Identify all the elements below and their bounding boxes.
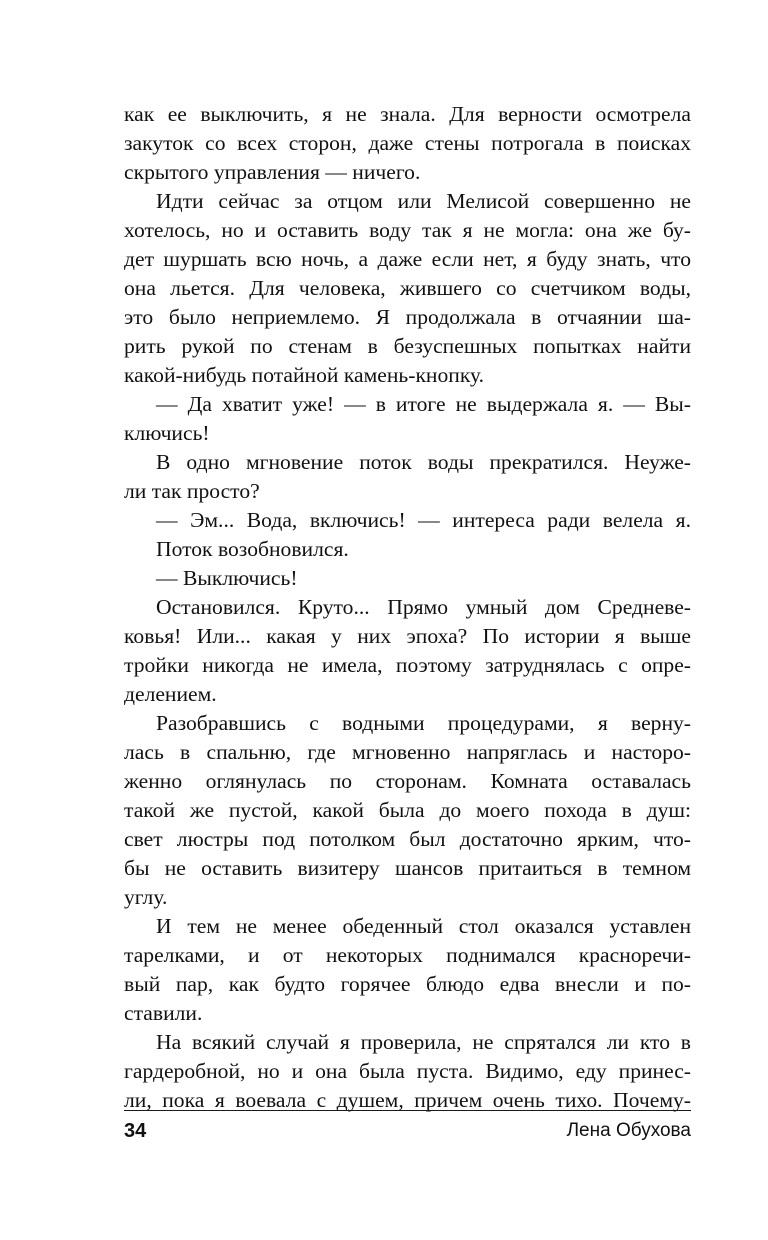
text-line: дет шуршать всю ночь, а даже если нет, я буду знать, что (124, 247, 691, 271)
text-line: хотелось, но и оставить воду так я не могла: она же бу- (124, 218, 691, 242)
text-line: ключись! (124, 421, 210, 445)
text-line: ли так просто? (124, 479, 260, 503)
text-line: какой-нибудь потайной камень-кнопку. (124, 363, 485, 387)
text-line: делением. (124, 682, 217, 706)
text-line: бы не оставить визитеру шансов притаиться в темном (124, 856, 691, 880)
text-line: лась в спальню, где мгновенно напряглась и насторо- (124, 740, 691, 764)
text-line: скрытого управления — ничего. (124, 160, 421, 184)
text-line: — Да хватит уже! — в итоге не выдержала я. — Вы- (156, 392, 691, 416)
text-line: тарелками, и от некоторых поднимался красноречи- (124, 943, 691, 967)
text-line: такой же пустой, какой была до моего похода в душ: (124, 798, 691, 822)
page-footer (124, 1117, 691, 1145)
text-line: Поток возобновился. (156, 537, 349, 561)
text-line: свет люстры под потолком был достаточно ярким, что- (124, 827, 691, 851)
text-line: Разобравшись с водными процедурами, я верну- (156, 711, 691, 735)
text-line: ставили. (124, 1001, 203, 1025)
text-line: — Эм... Вода, включись! — интереса ради велела я. (156, 508, 691, 532)
text-line: закуток со всех сторон, даже стены потрогала в поисках (124, 131, 691, 155)
text-line: гардеробной, но и она была пуста. Видимо, еду принес- (124, 1059, 691, 1083)
text-line: как ее выключить, я не знала. Для верности осмотрела (124, 102, 691, 126)
text-line: ковья! Или... какая у них эпоха? По истории я выше (124, 624, 691, 648)
text-line: рить рукой по стенам в безуспешных попытках найти (124, 334, 691, 358)
text-line: На всякий случай я проверила, не спрятался ли кто в (156, 1030, 691, 1054)
text-line: В одно мгновение поток воды прекратился. Неуже- (156, 450, 691, 474)
text-line: женно оглянулась по сторонам. Комната оставалась (124, 769, 691, 793)
text-line: тройки никогда не имела, поэтому затруднялась с опре- (124, 653, 691, 677)
page-number: 34 (124, 1120, 147, 1142)
text-line: Идти сейчас за отцом или Мелисой совершенно не (156, 189, 691, 213)
text-line: И тем не менее обеденный стол оказался уставлен (156, 914, 691, 938)
text-line: ли, пока я воевала с душем, причем очень тихо. Почему- (124, 1088, 691, 1112)
text-line: Остановился. Круто... Прямо умный дом Средневе- (156, 595, 691, 619)
text-line: она льется. Для человека, жившего со счетчиком воды, (124, 276, 691, 300)
text-line: это было неприемлемо. Я продолжала в отчаянии ша- (124, 305, 691, 329)
text-line: углу. (124, 885, 168, 909)
author-name: Лена Обухова (566, 1120, 691, 1141)
footer-divider (124, 1110, 691, 1111)
text-line: — Выключись! (156, 566, 298, 590)
body-text (124, 100, 691, 1115)
text-line: вый пар, как будто горячее блюдо едва внесли и по- (124, 972, 691, 996)
